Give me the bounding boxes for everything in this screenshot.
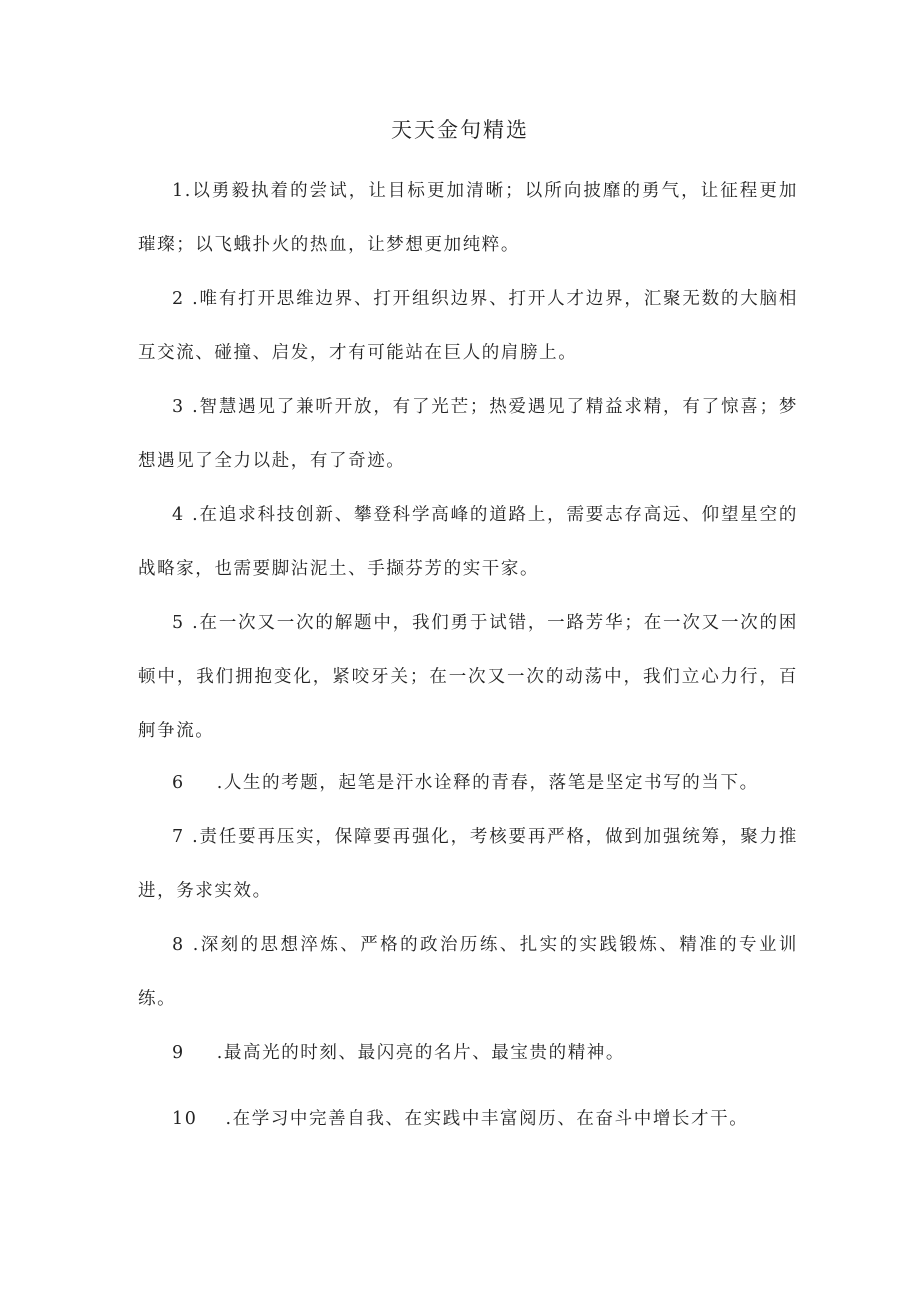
- quote-text: .在追求科技创新、攀登科学高峰的道路上，需要志存高远、仰望星空的战略家，也需要脚沾泥土、手撷芬芳的实干家。: [138, 505, 798, 579]
- quote-text: .责任要再压实，保障要再强化，考核要再严格，做到加强统筹，聚力推进，务求实效。: [138, 827, 798, 901]
- quote-item-1: [138, 164, 798, 272]
- quote-number: 10: [172, 1109, 198, 1129]
- quote-item-4: [138, 488, 798, 596]
- quote-text: .智慧遇见了兼听开放，有了光芒；热爱遇见了精益求精，有了惊喜；梦想遇见了全力以赴，有了奇迹。: [138, 397, 798, 471]
- quote-text: .人生的考题，起笔是汗水诠释的青春，落笔是坚定书写的当下。: [216, 773, 759, 793]
- quote-text: .深刻的思想淬炼、严格的政治历练、扎实的实践锻炼、精准的专业训练。: [138, 935, 798, 1009]
- quote-text: .在一次又一次的解题中，我们勇于试错，一路芳华；在一次又一次的困顿中，我们拥抱变化，紧咬牙关；在一次又一次的动荡中，我们立心力行，百舸争流。: [138, 613, 798, 741]
- quote-number: 9: [172, 1043, 185, 1063]
- quote-text: .最高光的时刻、最闪亮的名片、最宝贵的精神。: [216, 1043, 625, 1063]
- quote-item-2: [138, 272, 798, 380]
- quote-text: .在学习中完善自我、在实践中丰富阅历、在奋斗中增长才干。: [225, 1109, 749, 1129]
- quote-number: 6: [172, 773, 185, 793]
- quote-number: 5: [172, 613, 185, 633]
- quote-text: .唯有打开思维边界、打开组织边界、打开人才边界，汇聚无数的大脑相互交流、碰撞、启发，才有可能站在巨人的肩膀上。: [138, 289, 798, 363]
- quote-text: 以勇毅执着的尝试，让目标更加清晰；以所向披靡的勇气，让征程更加璀璨；以飞蛾扑火的热血，让梦想更加纯粹。: [138, 181, 798, 255]
- quote-number: 4: [172, 505, 185, 525]
- quote-number: 8: [172, 935, 185, 955]
- quote-item-9: [138, 1026, 798, 1080]
- quote-item-3: [138, 380, 798, 488]
- quote-number: 7: [172, 827, 185, 847]
- quote-number: 3: [172, 397, 185, 417]
- quote-item-5: [138, 596, 798, 758]
- quote-item-7: [138, 810, 798, 918]
- page-title: 天天金句精选: [391, 118, 529, 142]
- quote-item-10: [138, 1092, 798, 1146]
- quote-item-6: [138, 756, 798, 810]
- quote-item-8: [138, 918, 798, 1026]
- quote-number: 1.: [172, 181, 192, 201]
- quote-number: 2: [172, 289, 185, 309]
